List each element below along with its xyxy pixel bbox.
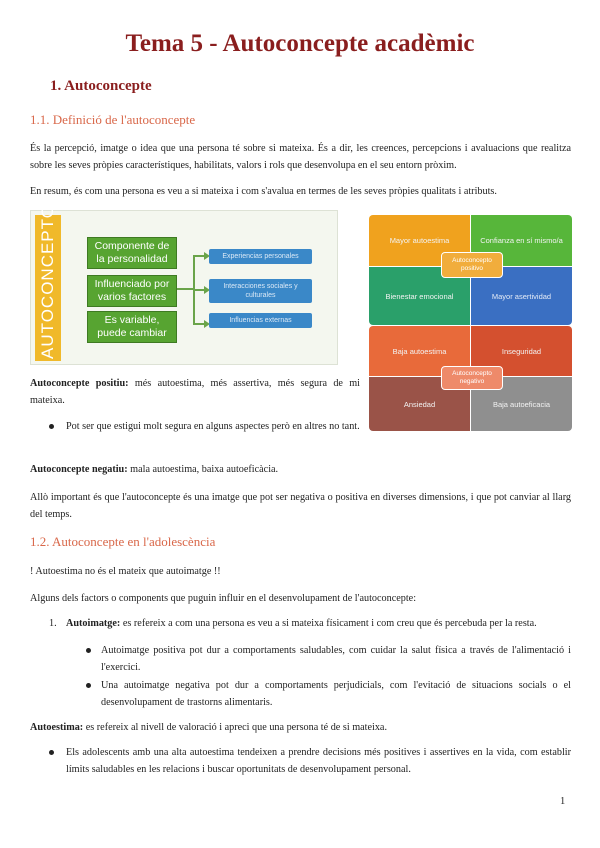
quadrant-cell: Mayor autoestima: [369, 215, 470, 266]
quadrant-center: Autoconcepto negativo: [441, 366, 503, 390]
important-paragraph: Allò important és que l'autoconcepte és una imatge que pot ser negativa o positiva en diverses dimensions, i que pot canviar al llarg del temps.: [30, 492, 571, 520]
blue-box-experiences: Experiencias personales: [209, 249, 312, 264]
negative-label: Autoconcepte negatiu:: [30, 464, 128, 475]
bullet-icon: [49, 424, 54, 429]
section-1-heading: 1. Autoconcepte: [50, 78, 152, 94]
negative-quadrant-graphic: [369, 326, 572, 431]
note-paragraph: ! Autoestima no és el mateix que autoimatge !!: [30, 566, 221, 577]
blue-box-social: Interacciones sociales y culturales: [209, 279, 312, 303]
page-number: 1: [560, 796, 566, 807]
autoimatge-bullet-positive: Autoimatge positiva pot dur a comportaments saludables, com cuidar la salut física a través de l'alimentació i l'exercici.: [101, 645, 571, 673]
diagram-vertical-label: AUTOCONCEPTO: [38, 204, 57, 359]
section-1-1-heading: 1.1. Definició de l'autoconcepte: [30, 112, 196, 127]
quadrant-cell: Confianza en sí mismo/a: [471, 215, 572, 266]
autoestima-text: es refereix al nivell de valoració i apreci que una persona té de si mateixa.: [83, 722, 387, 733]
positive-bullet: Pot ser que estigui molt segura en alguns aspectes però en altres no tant.: [66, 421, 360, 432]
green-box-factors: Influenciado por varios factores: [87, 275, 177, 307]
autoestima-label: Autoestima:: [30, 722, 84, 733]
negative-text: mala autoestima, baixa autoeficàcia.: [127, 464, 279, 475]
bullet-icon: [86, 683, 91, 688]
green-box-variable: Es variable, puede cambiar: [87, 311, 177, 343]
definition-paragraph: És la percepció, imatge o idea que una persona té sobre si mateixa. És a dir, les creences, percepcions i avaluacions que realitza sobre les seves pròpies característiques, habilitats, valors i rols que desenvolupa en el seu entorn pròxim.: [30, 143, 571, 171]
quadrant-cell: Mayor asertividad: [471, 267, 572, 325]
summary-paragraph: En resum, és com una persona es veu a si mateixa i com s'avalua en termes de les seves pròpies qualitats i atributs.: [30, 186, 497, 197]
positive-text: més autoestima, més assertiva, més segura de mi mateixa.: [30, 378, 361, 406]
quadrant-cell: Baja autoestima: [369, 326, 470, 376]
negative-paragraph: [30, 461, 571, 478]
autoestima-paragraph: [30, 719, 571, 736]
intro-paragraph: Alguns dels factors o components que puguin influir en el desenvolupament de l'autoconcepte:: [30, 593, 417, 604]
quadrant-center: Autoconcepto positivo: [441, 252, 503, 278]
bullet-icon: [49, 750, 54, 755]
autoestima-bullet: Els adolescents amb una alta autoestima tendeixen a prendre decisions més positives i assertives en la vida, com establir límits saludables en les relacions i buscar oportunitats de desenvolupament personal.: [66, 747, 571, 775]
bullet-icon: [86, 648, 91, 653]
autoimatge-bullet-negative: Una autoimatge negativa pot dur a comportaments perjudicials, com l'evitació de situacions socials o el desenvolupament de trastorns alimentaris.: [101, 680, 571, 708]
quadrant-cell: Baja autoeficacia: [471, 377, 572, 431]
positive-label: Autoconcepte positiu:: [30, 378, 129, 389]
section-1-2-heading: 1.2. Autoconcepte en l'adolescència: [30, 534, 216, 549]
autoimatge-text: es refereix a com una persona es veu a si mateixa físicament i com creu que és percebuda per la resta.: [120, 618, 537, 629]
autoimatge-label: Autoimatge:: [66, 618, 121, 629]
quadrant-cell: Bienestar emocional: [369, 267, 470, 325]
connector-line: [177, 288, 193, 290]
positive-quadrant-graphic: [369, 215, 572, 325]
quadrant-cell: Ansiedad: [369, 377, 470, 431]
item-1-number: 1.: [49, 618, 57, 629]
autoconcepto-diagram: [30, 204, 338, 365]
document-title: Tema 5 - Autoconcepte acadèmic: [125, 30, 475, 57]
positive-paragraph: [30, 375, 360, 409]
quadrant-cell: Inseguridad: [471, 326, 572, 376]
green-box-personality: Componente de la personalidad: [87, 237, 177, 269]
blue-box-external: Influencias externas: [209, 313, 312, 328]
item-1-paragraph: [66, 615, 571, 632]
